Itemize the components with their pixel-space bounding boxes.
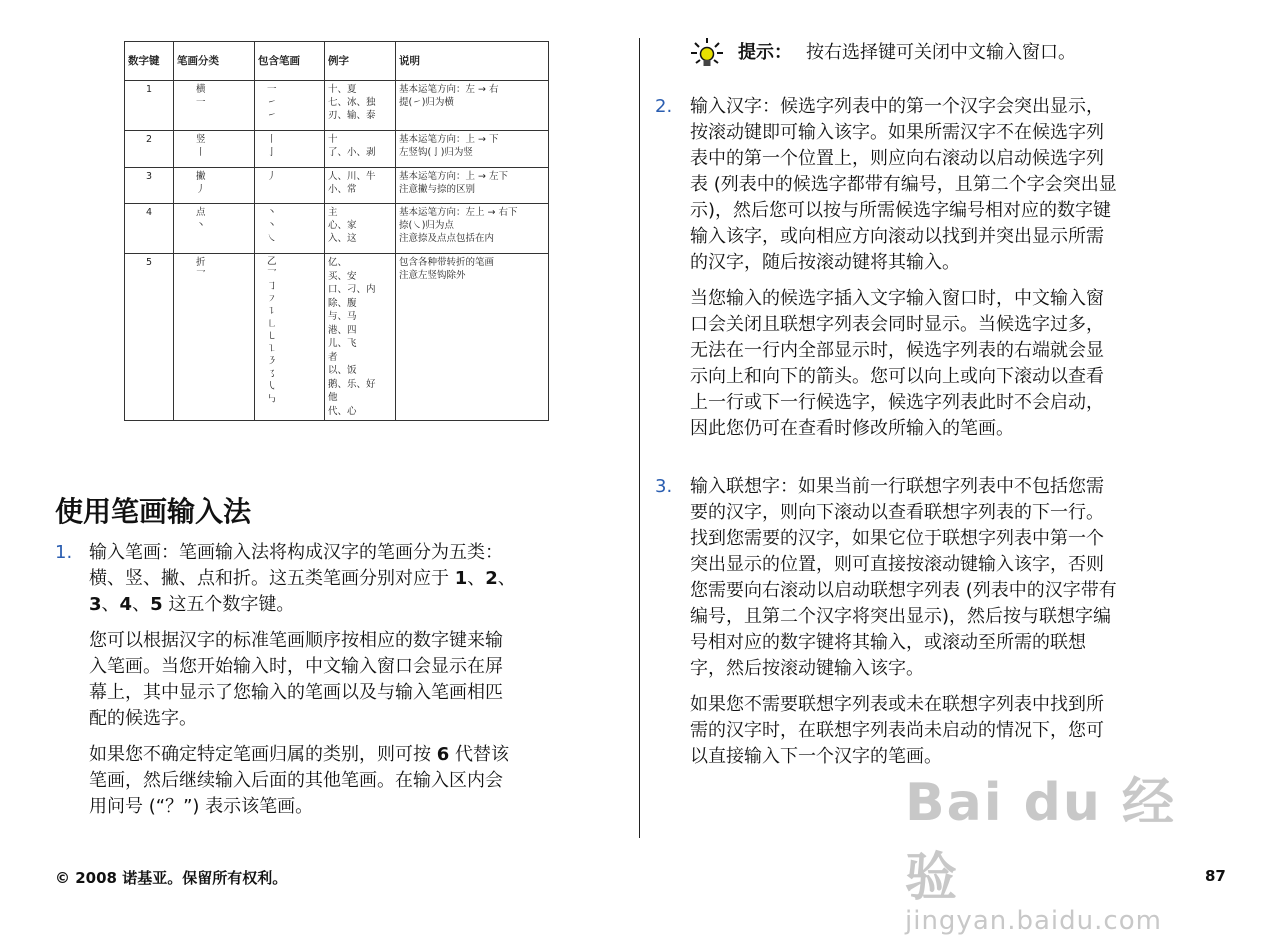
- paragraph-line: 字，然后按滚动键输入该字。: [690, 658, 924, 679]
- table-cell-examples: 十、夏 七、冰、独 刃、输、泰: [325, 81, 396, 131]
- paragraph-line: 上一行或下一行候选字，候选字列表此时不会启动，: [690, 392, 1104, 413]
- table-cell-examples: 主 心、家 入、这: [325, 204, 396, 254]
- table-header: 例字: [325, 42, 396, 81]
- table-cell-category: 撇 丿: [174, 168, 255, 204]
- watermark-logo-text: Bai du 经验: [905, 773, 1176, 908]
- table-cell-strokes: 乙 乛 ㇆ ㇇ ㇊ ㇗ ㇄ ㇅ ㇋ ㇌ ㇂ ㇉: [255, 254, 325, 421]
- table-cell-desc: 基本运笔方向：左 → 右 提(㇀)归为横: [396, 81, 549, 131]
- paragraph-line: 无法在一行内全部显示时，候选字列表的右端就会显: [690, 340, 1104, 361]
- paragraph-line: 的汉字，随后按滚动键将其输入。: [690, 252, 960, 273]
- page-number: 87: [1205, 867, 1226, 885]
- paragraph-line: 要的汉字，则向下滚动以查看联想字列表的下一行。: [690, 502, 1104, 523]
- paragraph-line: 口会关闭且联想字列表会同时显示。当候选字过多，: [690, 314, 1104, 335]
- paragraph-line: 输入联想字：如果当前一行联想字列表中不包括您需: [690, 476, 1104, 497]
- paragraph-line: [89, 566, 630, 592]
- table-header: 包含笔画: [255, 42, 325, 81]
- paragraph-line: 笔画，然后继续输入后面的其他笔画。在输入区内会: [89, 770, 503, 791]
- table-cell-key: 2: [125, 131, 174, 168]
- table-cell-strokes: 丶 丶 ㇏: [255, 204, 325, 254]
- list-number: 3.: [655, 476, 673, 497]
- bold-key: 6: [436, 744, 450, 765]
- paragraph-line: 需的汉字时，在联想字列表尚未启动的情况下，您可: [690, 720, 1104, 741]
- table-cell-category: 点 丶: [174, 204, 255, 254]
- section-title: 使用笔画输入法: [55, 495, 252, 528]
- table-row: [125, 168, 549, 204]
- bold-key: 3: [89, 594, 102, 615]
- table-row: [125, 254, 549, 421]
- list-number: 2.: [655, 96, 673, 117]
- paragraph-line: 幕上，其中显示了您输入的笔画以及与输入笔画相匹: [89, 682, 503, 703]
- table-cell-desc: 包含各种带转折的笔画 注意左竖钩除外: [396, 254, 549, 421]
- paragraph-line: 编号，且第二个汉字将突出显示)，然后按与联想字编: [690, 606, 1112, 627]
- paragraph-line: 入笔画。当您开始输入时，中文输入窗口会显示在屏: [89, 656, 503, 677]
- paragraph-line: 以直接输入下一个汉字的笔画。: [690, 746, 942, 767]
- table-cell-strokes: 丨 亅: [255, 131, 325, 168]
- table-header: 说明: [396, 42, 549, 81]
- list-number: 1.: [55, 542, 73, 563]
- tip-box: [690, 38, 1076, 64]
- paragraph-line: 因此您仍可在查看时修改所输入的笔画。: [690, 418, 1014, 439]
- watermark-url: jingyan.baidu.com: [905, 906, 1162, 936]
- table-cell-strokes: 一 ㇀ ㇀: [255, 81, 325, 131]
- table-cell-desc: 基本运笔方向：上 → 左下 注意撇与捺的区别: [396, 168, 549, 204]
- table-row: [125, 81, 549, 131]
- text-span: 、: [101, 594, 120, 615]
- paragraph-line: 用问号 (“？”) 表示该笔画。: [89, 796, 314, 817]
- table-cell-examples: 亿、 买、安 口、刁、内 除、腹 与、马 港、四 儿、飞 者 以、饭 鹅、乐、好 他 代、心: [325, 254, 396, 421]
- tip-label: 提示：: [738, 42, 792, 63]
- text-span: 代替该: [449, 744, 509, 765]
- paragraph-line: 您可以根据汉字的标准笔画顺序按相应的数字键来输: [89, 630, 503, 651]
- text-span: 、: [497, 568, 516, 589]
- paragraph-line: 示向上和向下的箭头。您可以向上或向下滚动以查看: [690, 366, 1104, 387]
- lightbulb-icon: [690, 36, 724, 70]
- text-span: 、: [132, 594, 151, 615]
- baidu-watermark: [905, 760, 1205, 936]
- paragraph-line: 输入笔画：笔画输入法将构成汉字的笔画分为五类：: [89, 542, 503, 563]
- list-item-1: [55, 540, 630, 820]
- table-cell-category: 横 一: [174, 81, 255, 131]
- stroke-category-table: [124, 41, 549, 421]
- table-cell-key: 5: [125, 254, 174, 421]
- table-row: [125, 131, 549, 168]
- list-item-3: [655, 474, 1230, 770]
- table-cell-category: 折 乛: [174, 254, 255, 421]
- paragraph: [690, 692, 1230, 770]
- paragraph-line: 输入汉字：候选字列表中的第一个汉字会突出显示，: [690, 96, 1104, 117]
- bold-key: 5: [150, 594, 163, 615]
- paragraph-line: 当您输入的候选字插入文字输入窗口时，中文输入窗: [690, 288, 1104, 309]
- table-header: 数字键: [125, 42, 174, 81]
- paragraph-line: 如果您不需要联想字列表或未在联想字列表中找到所: [690, 694, 1104, 715]
- paragraph: [89, 628, 630, 732]
- bold-key: 2: [485, 568, 498, 589]
- paragraph-line: 表中的第一个位置上，则应向右滚动以启动候选字列: [690, 148, 1104, 169]
- paragraph: [690, 286, 1230, 442]
- table-row: [125, 204, 549, 254]
- table-header-row: [125, 42, 549, 81]
- text-span: 这五个数字键。: [162, 594, 295, 615]
- paragraph: [89, 742, 630, 820]
- paragraph-line: 配的候选字。: [89, 708, 197, 729]
- table-cell-key: 3: [125, 168, 174, 204]
- table-cell-key: 4: [125, 204, 174, 254]
- tip-text: 按右选择键可关闭中文输入窗口。: [806, 42, 1076, 63]
- paragraph-line: 按滚动键即可输入该字。如果所需汉字不在候选字列: [690, 122, 1104, 143]
- table-cell-category: 竖 丨: [174, 131, 255, 168]
- column-divider: [639, 38, 640, 838]
- paragraph-line: 输入该字，或向相应方向滚动以找到并突出显示所需: [690, 226, 1104, 247]
- paragraph-line: 您需要向右滚动以启动联想字列表 (列表中的汉字带有: [690, 580, 1117, 601]
- paragraph-line: [89, 592, 630, 618]
- bold-key: 4: [119, 594, 133, 615]
- table-cell-desc: 基本运笔方向：上 → 下 左竖钩(亅)归为竖: [396, 131, 549, 168]
- paragraph-line: 表 (列表中的候选字都带有编号，且第二个字会突出显: [690, 174, 1117, 195]
- copyright: © 2008 诺基亚。保留所有权利。: [55, 869, 288, 887]
- table-cell-strokes: 丿: [255, 168, 325, 204]
- text-span: 、: [467, 568, 486, 589]
- text-span: 横、竖、撇、点和折。这五类笔画分别对应于: [89, 568, 455, 589]
- paragraph-line: 找到您需要的汉字，如果它位于联想字列表中第一个: [690, 528, 1104, 549]
- table-header: 笔画分类: [174, 42, 255, 81]
- table-cell-examples: 十 了、小、剥: [325, 131, 396, 168]
- table-cell-desc: 基本运笔方向：左上 → 右下 捺(㇏)归为点 注意捺及点点包括在内: [396, 204, 549, 254]
- paragraph-line: 号相对应的数字键将其输入，或滚动至所需的联想: [690, 632, 1086, 653]
- list-item-2: [655, 94, 1230, 442]
- paragraph-line: 示)，然后您可以按与所需候选字编号相对应的数字键: [690, 200, 1112, 221]
- table-cell-key: 1: [125, 81, 174, 131]
- bold-key: 1: [454, 568, 468, 589]
- text-span: 如果您不确定特定笔画归属的类别，则可按: [89, 744, 437, 765]
- table-cell-examples: 人、川、牛 小、常: [325, 168, 396, 204]
- paragraph-line: [89, 742, 630, 768]
- paragraph-line: 突出显示的位置，则可直接按滚动键输入该字，否则: [690, 554, 1104, 575]
